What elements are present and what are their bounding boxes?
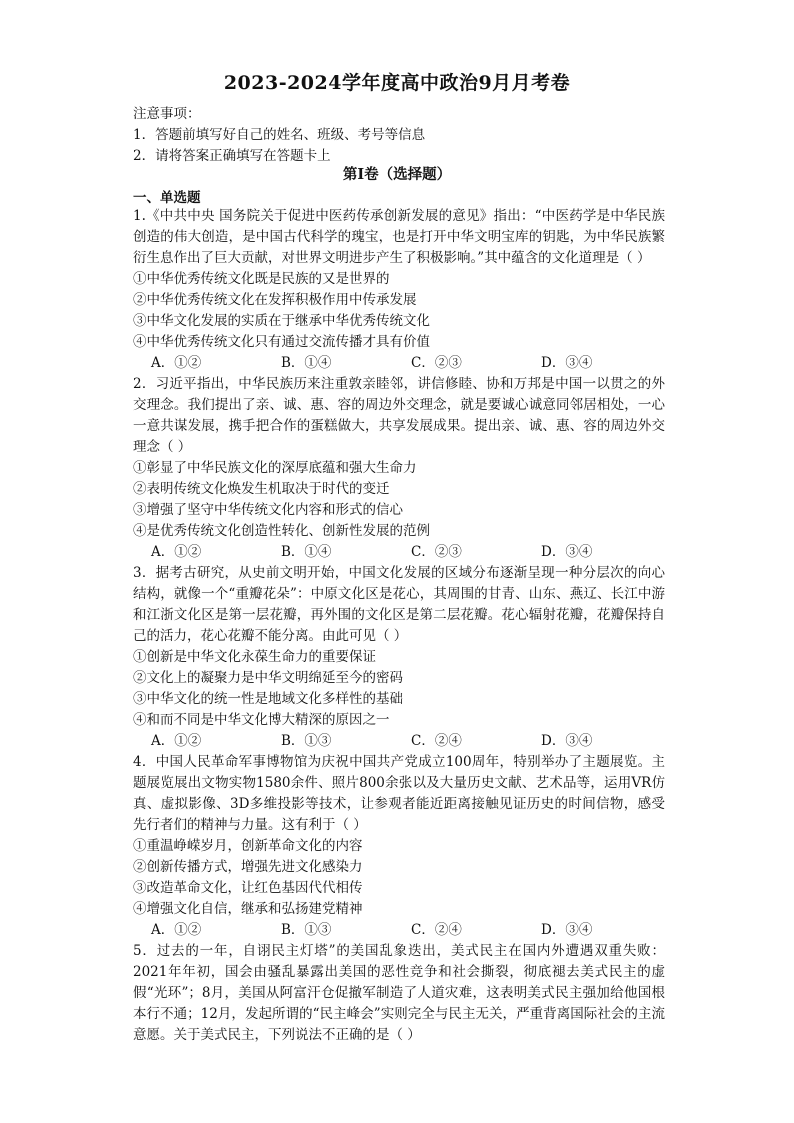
option-statement: ③中华文化发展的实质在于继承中华优秀传统文化 — [133, 313, 430, 329]
answer-choice-d: D．③④ — [541, 922, 593, 938]
option-statement: ①彰显了中华民族文化的深厚底蕴和强大生命力 — [133, 460, 417, 476]
answer-choice-b: B．①④ — [281, 355, 332, 371]
option-statement: ④增强文化自信，继承和弘扬建党精神 — [133, 901, 363, 917]
option-statement: ④和而不同是中华文化博大精深的原因之一 — [133, 712, 390, 728]
question-stem: 5．过去的一年，自诩民主灯塔”的美国乱象迭出，美式民主在国内外遭遇双重失败：2021年年初，国会由骚乱暴露出美国的恶性竞争和社会撕裂，彻底褪去美式民主的虚假“光环”；8月，美国从阿富汗仓促撤军制造了人道灾难，这表明美式民主强加给他国根本行不通；12月，发起所谓的“民主峰会”实则完全与民主无关，严重背离国际社会的主流意愿。关于美式民主，下列说法不正确的是（ ） — [133, 943, 665, 1043]
option-statement: ②中华优秀传统文化在发挥积极作用中传承发展 — [133, 292, 417, 308]
option-statement: ②创新传播方式，增强先进文化感染力 — [133, 859, 363, 875]
option-statement: ①重温峥嵘岁月，创新革命文化的内容 — [133, 838, 363, 854]
question-4 — [133, 752, 665, 941]
question-list — [133, 206, 665, 1046]
question-2 — [133, 374, 665, 563]
answer-choice-c: C．②④ — [411, 922, 462, 938]
answer-choice-c: C．②③ — [411, 355, 462, 371]
option-statement: ④是优秀传统文化创造性转化、创新性发展的范例 — [133, 523, 430, 539]
answer-choice-b: B．①④ — [281, 544, 332, 560]
answer-choice-d: D．③④ — [541, 355, 593, 371]
answer-choice-b: B．①③ — [281, 733, 332, 749]
answer-choice-b: B．①③ — [281, 922, 332, 938]
option-statement: ②文化上的凝聚力是中华文明绵延至今的密码 — [133, 670, 403, 686]
answer-choices — [133, 920, 665, 941]
answer-choice-a: A．①② — [151, 544, 202, 560]
question-3 — [133, 563, 665, 752]
option-statement: ②表明传统文化焕发生机取决于时代的变迁 — [133, 481, 390, 497]
notes-item: 1．答题前填写好自己的姓名、班级、考号等信息 — [133, 127, 426, 143]
option-statement: ③增强了坚守中华传统文化内容和形式的信心 — [133, 502, 403, 518]
answer-choices — [133, 353, 665, 374]
option-statement: ①创新是中华文化永葆生命力的重要保证 — [133, 649, 376, 665]
answer-choice-a: A．①② — [151, 355, 202, 371]
answer-choice-a: A．①② — [151, 922, 202, 938]
option-statement: ③中华文化的统一性是地域文化多样性的基础 — [133, 691, 403, 707]
option-statement: ①中华优秀传统文化既是民族的又是世界的 — [133, 271, 390, 287]
answer-choice-d: D．③④ — [541, 544, 593, 560]
answer-choice-d: D．③④ — [541, 733, 593, 749]
page-title: 2023-2024学年度高中政治9月月考卷 — [223, 72, 571, 94]
question-stem: 4．中国人民革命军事博物馆为庆祝中国共产党成立100周年，特别举办了主题展览。主题展览展出文物实物1580余件、照片800余张以及大量历史文献、艺术品等，运用VR仿真、虚拟影像、3D多维投影等技术，让参观者能近距离接触见证历史的时间信物，感受先行者们的精神与力量。这有利于（ ） — [133, 754, 665, 833]
question-stem: 1.《中共中央 国务院关于促进中医药传承创新发展的意见》指出：“中医药学是中华民族创造的伟大创造，是中国古代科学的瑰宝，也是打开中华文明宝库的钥匙，为中华民族繁衍生息作出了巨大贡献，对世界文明进步产生了积极影响。”其中蕴含的文化道理是（ ） — [133, 208, 665, 266]
answer-choices — [133, 542, 665, 563]
question-5 — [133, 941, 665, 1046]
question-stem: 3．据考古研究，从史前文明开始，中国文化发展的区域分布逐渐呈现一种分层次的向心结构，就像一个“重瓣花朵”：中原文化区是花心，其周围的甘青、山东、燕辽、长江中游和江浙文化区是第一层花瓣，再外围的文化区是第二层花瓣。花心辐射花瓣，花瓣保持自己的活力，花心花瓣不能分离。由此可见（ ） — [133, 565, 665, 644]
option-statement: ④中华优秀传统文化只有通过交流传播才具有价值 — [133, 334, 430, 350]
answer-choice-c: C．②③ — [411, 544, 462, 560]
section-subtitle: 一、单选题 — [133, 190, 201, 206]
answer-choice-c: C．②④ — [411, 733, 462, 749]
notes-block — [133, 104, 425, 167]
section-title: 第I卷（选择题） — [342, 166, 452, 183]
question-1 — [133, 206, 665, 374]
notes-item: 2．请将答案正确填写在答题卡上 — [133, 148, 331, 164]
question-stem: 2．习近平指出，中华民族历来注重敦亲睦邻，讲信修睦、协和万邦是中国一以贯之的外交理念。我们提出了亲、诚、惠、容的周边外交理念，就是要诚心诚意同邻居相处，一心一意共谋发展，携手把合作的蛋糕做大，共享发展成果。提出亲、诚、惠、容的周边外交理念（ ） — [133, 376, 665, 455]
option-statement: ③改造革命文化，让红色基因代代相传 — [133, 880, 363, 896]
answer-choice-a: A．①② — [151, 733, 202, 749]
notes-heading: 注意事项： — [133, 106, 201, 122]
answer-choices — [133, 731, 665, 752]
